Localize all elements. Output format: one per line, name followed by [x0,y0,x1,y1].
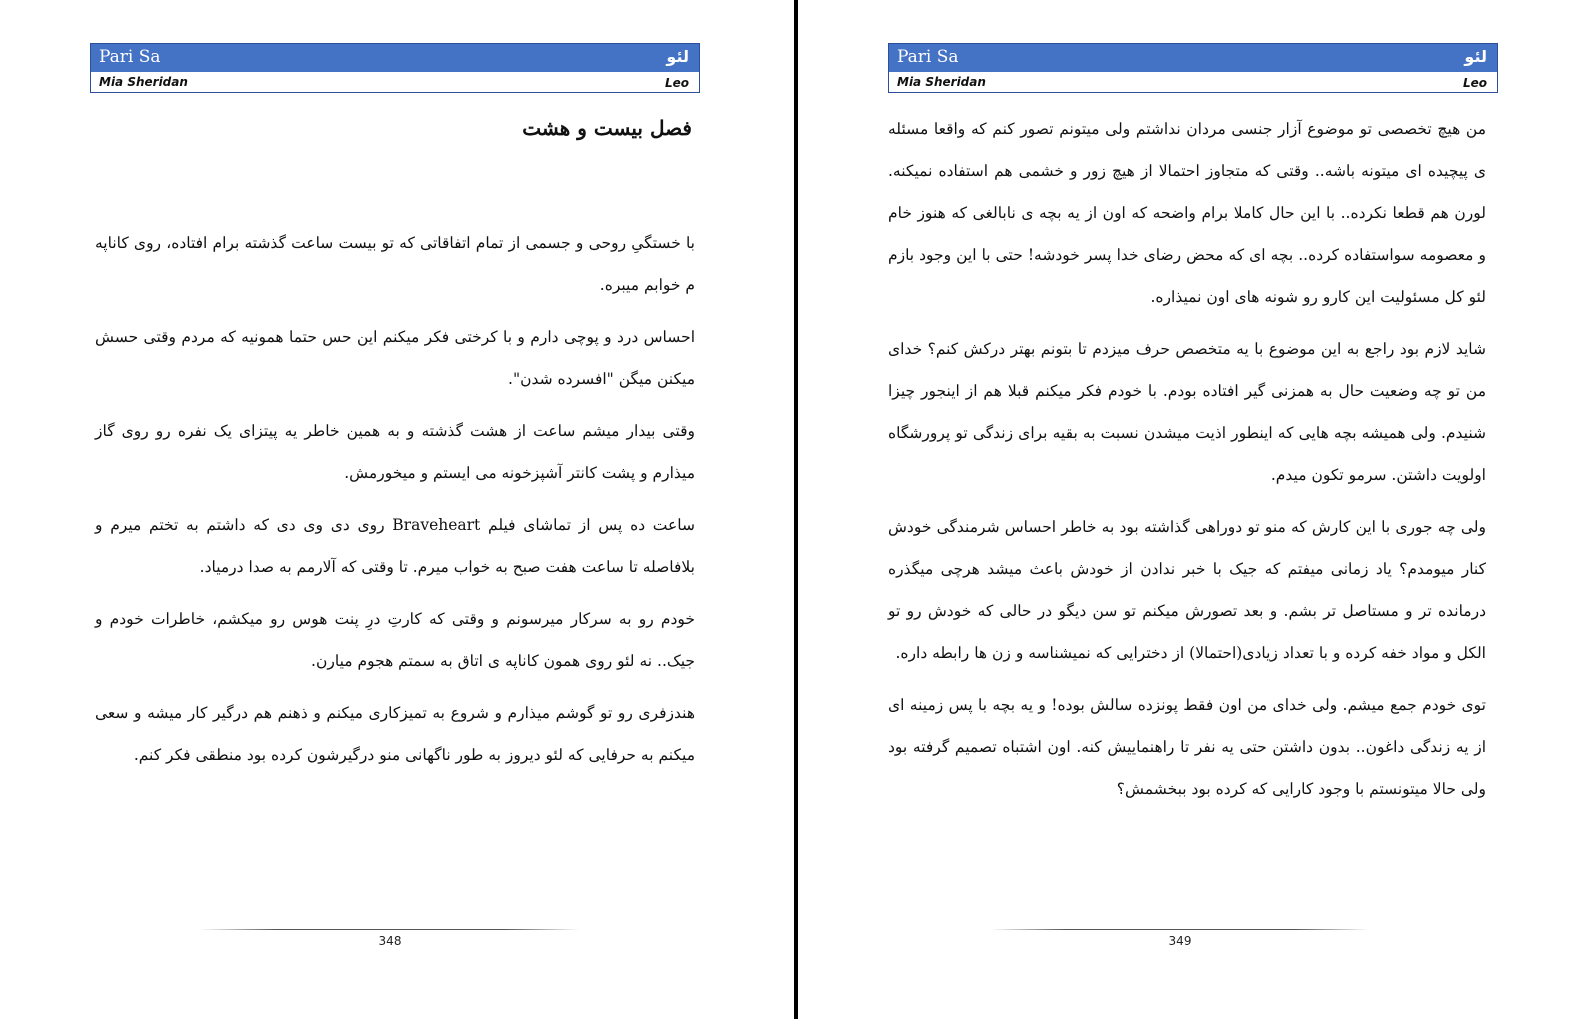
header-brand: Pari Sa [897,47,959,67]
header-brand: Pari Sa [99,47,161,67]
paragraph: ولی چه جوری با این کارش که منو تو دوراهی گذاشته بود به خاطر احساس شرمندگی خودش کنار میومدم؟ یاد زمانی میفتم که جیک با خبر ندادن از خودش باعث میشد هرچی میگذره درمانده تر و مستاصل تر بشم. و بعد تصورش میکنم تو سن دیگو در حالی که خودش رو تو الکل و مواد خفه کرده و با تعداد زیادی(احتمالا) از دخترایی که نمیشناسه و زن ها رابطه داره. [888,518,1486,662]
right-page [800,0,1580,1019]
page-header [888,43,1498,93]
paragraph: خودم رو به سرکار میرسونم و وقتی که کارتِ درِ پنت هوس رو میکشم، خاطرات خودم و جیک.. نه لئو روی همون کاناپه ی اتاق به سمتم هجوم میارن. [95,610,695,670]
footer-divider [990,929,1370,930]
paragraph: هندزفری رو تو گوشم میذارم و شروع به تمیزکاری میکنم و ذهنم هم درگیر کار میشه و سعی میکنم به حرفایی که لئو دیروز به طور ناگهانی منو درگیرشون کرده بود منطقی فکر کنم. [95,704,695,764]
header-bar [91,44,699,72]
header-series-title: لئو [666,47,689,66]
paragraph: وقتی بیدار میشم ساعت از هشت گذشته و به همین خاطر یه پیتزای یک نفره رو روی گاز میذارم و پشت کانتر آشپزخونه می ایستم و میخورمش. [95,422,695,482]
footer-divider [200,929,580,930]
left-page-body [95,222,695,786]
paragraph: ساعت ده پس از تماشای فیلم Braveheart روی دی وی دی که داشتم به تختم میرم و بلافاصله تا ساعت هفت صبح به خواب میرم. تا وقتی که آلارمم به صدا درمیاد. [95,516,695,576]
paragraph: احساس درد و پوچی دارم و با کرختی فکر میکنم این حس حتما همونیه که مردم وقتی حسش میکنن میگن "افسرده شدن". [95,328,695,388]
header-book-title: Leo [664,76,689,90]
header-book-title: Leo [1462,76,1487,90]
header-bar [889,44,1497,72]
page-number: 349 [1168,934,1192,948]
page-header [90,43,700,93]
paragraph: من هیچ تخصصی تو موضوع آزار جنسی مردان نداشتم ولی میتونم تصور کنم که واقعا مسئله ی پیچیده ای میتونه باشه.. وقتی که متجاوز احتمالا از هیچ زور و خشمی هم استفاده نمیکنه. لورن هم قطعا نکرده.. با این حال کاملا برام واضحه که اون از یه بچه ی نابالغی که هنوز خام و معصومه سواستفاده کرده.. بچه ای که محض رضای خدا پسر خودشه! حتی با این وجود بازم لئو کل مسئولیت این کارو رو شونه های اون نمیذاره. [888,120,1486,306]
right-page-body [888,108,1486,820]
paragraph: شاید لازم بود راجع به این موضوع با یه متخصص حرف میزدم تا بتونم بهتر درکش کنم؟ خدای من تو چه وضعیت حال به همزنی گیر افتاده بودم. با خودم فکر میکنم قبلا هم از اینجور چیزا شنیدم. ولی همیشه بچه هایی که اینطور اذیت میشدن نسبت به بقیه برای زندگی تو پرورشگاه اولویت داشتن. سرمو تکون میدم. [888,340,1486,484]
header-author: Mia Sheridan [99,75,188,89]
left-page [0,0,780,1019]
page-number: 348 [378,934,402,948]
page-spine-divider [794,0,798,1019]
header-author: Mia Sheridan [897,75,986,89]
header-series-title: لئو [1464,47,1487,66]
chapter-title: فصل بیست و هشت [522,116,692,140]
paragraph: با خستگیِ روحی و جسمی از تمام اتفاقاتی که تو بیست ساعت گذشته برام افتاده، روی کاناپه م خوابم میبره. [95,234,695,294]
paragraph: توی خودم جمع میشم. ولی خدای من اون فقط پونزده سالش بوده! و یه بچه با پس زمینه ای از یه زندگی داغون.. بدون داشتن حتی یه نفر تا راهنماییش کنه. اون اشتباه تصمیم گرفته بود ولی حالا میتونستم با وجود کارایی که کرده بود ببخشمش؟ [888,696,1486,798]
